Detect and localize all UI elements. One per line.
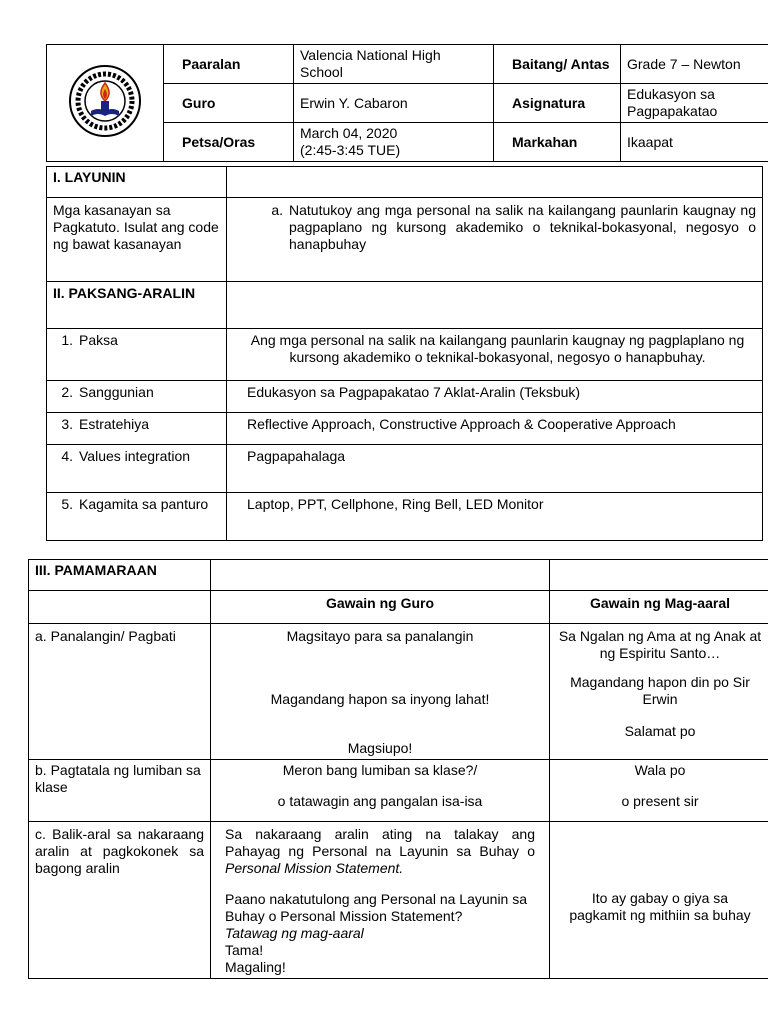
teacher-value: Erwin Y. Cabaron (294, 84, 494, 123)
aralin-num: 1. (61, 332, 73, 348)
objective-cell (227, 198, 763, 282)
aralin-num: 3. (61, 416, 73, 432)
guro-line: Magsitayo para sa panalangin (286, 628, 474, 644)
aralin-label: Values integration (79, 448, 191, 464)
date-label: Petsa/Oras (164, 123, 294, 162)
aralin-num: 4. (61, 448, 73, 464)
aralin-row-sanggunian (47, 381, 227, 413)
step-b-label: b. Pagtatala ng lumiban sa klase (29, 760, 211, 822)
aralin-value: Pagpapahalaga (227, 445, 763, 493)
step-b-magaaral (550, 760, 768, 822)
aralin-value: Laptop, PPT, Cellphone, Ring Bell, LED Monitor (227, 493, 763, 541)
grade-value: Grade 7 – Newton (621, 45, 768, 84)
magaaral-line: Salamat po (624, 723, 696, 739)
guro-line: Sa nakaraang aralin ating na talakay ang Pahayag ng Personal na Layunin sa Buhay o (225, 826, 535, 859)
pamamaraan-table (28, 559, 768, 979)
aralin-num: 5. (61, 496, 73, 512)
magaaral-line: Ito ay gabay o giya sa pagkamit ng mithiin sa buhay (569, 890, 751, 923)
objective-letter: a. (271, 202, 283, 218)
pamamaraan-title: III. PAMAMARAAN (29, 560, 211, 591)
school-value: Valencia National High School (294, 45, 494, 84)
guro-line-italic: Personal Mission Statement. (225, 860, 404, 876)
aralin-label: Sanggunian (79, 384, 154, 400)
school-label: Paaralan (164, 45, 294, 84)
subject-label: Asignatura (494, 84, 621, 123)
guro-line: Magaling! (225, 959, 286, 975)
magaaral-line: Wala po (634, 762, 686, 778)
aralin-value: Edukasyon sa Pagpapakatao 7 Aklat-Aralin (Teksbuk) (227, 381, 763, 413)
date-value: March 04, 2020 (300, 125, 398, 141)
guro-line-italic: Tatawag ng mag-aaral (225, 925, 364, 941)
magaaral-line: o present sir (621, 793, 699, 809)
step-b-guro (211, 760, 550, 822)
objective-text: Natutukoy ang mga personal na salik na kailangang paunlarin kaugnay ng pagpaplano ng kursong akademiko o teknikal-bokasyonal, negosyo o hanapbuhay (289, 202, 756, 252)
guro-line: Paano nakatutulong ang Personal na Layunin sa Buhay o Personal Mission Statement? (225, 891, 528, 924)
step-c-label: c. Balik-aral sa nakaraang aralin at pagkokonek sa bagong aralin (29, 822, 211, 979)
header-table (46, 44, 768, 162)
logo-cell (47, 45, 164, 162)
guro-line: o tatawagin ang pangalan isa-isa (277, 793, 483, 809)
aralin-row-paksa (47, 329, 227, 381)
magaaral-line: Sa Ngalan ng Ama at ng Anak at ng Espiritu Santo… (558, 628, 762, 661)
layunin-table (46, 166, 763, 541)
step-a-magaaral (550, 624, 768, 760)
step-a-label: a. Panalangin/ Pagbati (29, 624, 211, 760)
guro-line: Tama! (225, 942, 264, 958)
teacher-label: Guro (164, 84, 294, 123)
quarter-value: Ikaapat (621, 123, 768, 162)
aralin-row-kagamitan (47, 493, 227, 541)
aralin-row-estratehiya (47, 413, 227, 445)
aralin-label: Kagamita sa panturo (79, 496, 209, 512)
aralin-title: II. PAKSANG-ARALIN (47, 282, 227, 329)
col-header-magaaral: Gawain ng Mag-aaral (550, 591, 768, 624)
col-header-guro: Gawain ng Guro (211, 591, 550, 624)
aralin-value: Reflective Approach, Constructive Approach & Cooperative Approach (227, 413, 763, 445)
standards-label: Mga kasanayan sa Pagkatuto. Isulat ang code ng bawat kasanayan (47, 198, 227, 282)
guro-line: Magandang hapon sa inyong lahat! (270, 691, 490, 707)
step-a-guro (211, 624, 550, 760)
aralin-value: Ang mga personal na salik na kailangang paunlarin kaugnay ng pagplaplano ng kursong akademiko o teknikal-bokasyonal, negosyo o hanapbuhay. (227, 329, 763, 381)
guro-line: Meron bang lumiban sa klase?/ (282, 762, 478, 778)
step-c-magaaral (550, 822, 768, 979)
aralin-num: 2. (61, 384, 73, 400)
aralin-label: Estratehiya (79, 416, 150, 432)
magaaral-line: Magandang hapon din po Sir Erwin (570, 674, 750, 707)
layunin-title: I. LAYUNIN (47, 167, 227, 198)
deped-seal-icon (67, 63, 143, 139)
time-value: (2:45-3:45 TUE) (300, 142, 401, 158)
grade-label: Baitang/ Antas (494, 45, 621, 84)
subject-value: Edukasyon sa Pagpapakatao (621, 84, 768, 123)
aralin-label: Paksa (79, 332, 118, 348)
quarter-label: Markahan (494, 123, 621, 162)
step-c-guro (211, 822, 550, 979)
guro-line: Magsiupo! (347, 740, 413, 756)
aralin-row-values (47, 445, 227, 493)
date-time-cell (294, 123, 494, 162)
